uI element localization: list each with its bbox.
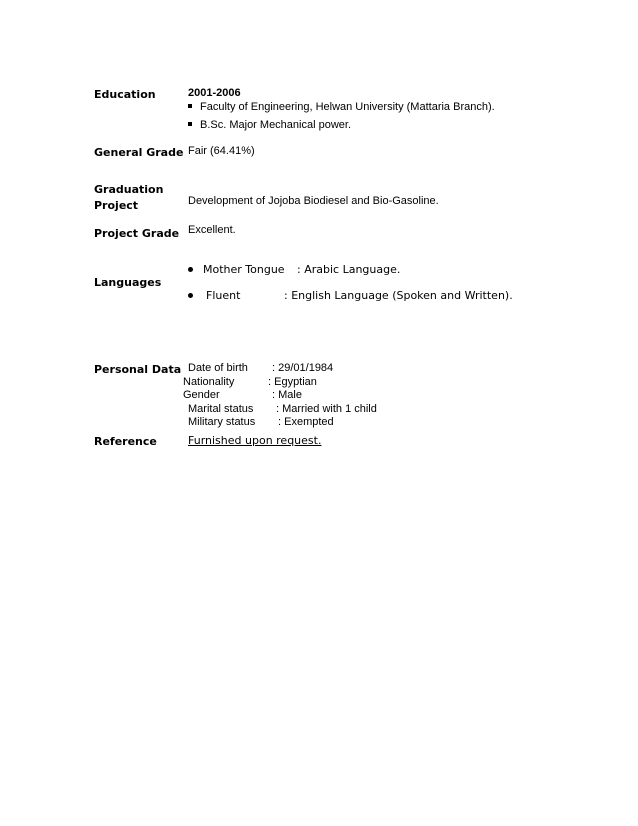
personal-value: : Egyptian xyxy=(268,376,317,388)
general-grade-label: General Grade xyxy=(94,146,184,159)
language-item: Mother Tongue : Arabic Language. xyxy=(188,263,193,276)
language-item: Fluent : English Language (Spoken and Written). xyxy=(188,289,193,302)
personal-key: Military status xyxy=(188,416,256,428)
personal-key: Gender xyxy=(183,389,220,401)
personal-value: : 29/01/1984 xyxy=(272,362,334,374)
personal-value: : Exempted xyxy=(278,416,334,428)
project-grade-value: Excellent. xyxy=(188,224,236,236)
personal-key: Nationality xyxy=(183,376,235,388)
personal-key: Date of birth xyxy=(188,362,248,374)
personal-value: : Male xyxy=(272,389,302,401)
square-bullet-icon xyxy=(188,122,192,126)
reference-label: Reference xyxy=(94,435,157,448)
square-bullet-icon xyxy=(188,104,192,108)
bullet-icon xyxy=(188,267,193,272)
personal-value: : Married with 1 child xyxy=(276,403,377,415)
graduation-project-value: Development of Jojoba Biodiesel and Bio-Gasoline. xyxy=(188,195,439,207)
graduation-label-line1: Graduation xyxy=(94,183,164,196)
reference-value: Furnished upon request. xyxy=(188,434,322,447)
languages-label: Languages xyxy=(94,276,162,289)
graduation-label-line2: Project xyxy=(94,199,139,212)
personal-key: Marital status xyxy=(188,403,254,415)
bullet-icon xyxy=(188,293,193,298)
project-grade-label: Project Grade xyxy=(94,227,180,240)
personal-data-label: Personal Data xyxy=(94,363,182,376)
education-item: Faculty of Engineering, Helwan University (Mattaria Branch). xyxy=(188,101,495,113)
education-item: B.Sc. Major Mechanical power. xyxy=(188,119,351,131)
general-grade-value: Fair (64.41%) xyxy=(188,145,255,157)
education-label: Education xyxy=(94,88,156,101)
education-years: 2001-2006 xyxy=(188,87,241,99)
